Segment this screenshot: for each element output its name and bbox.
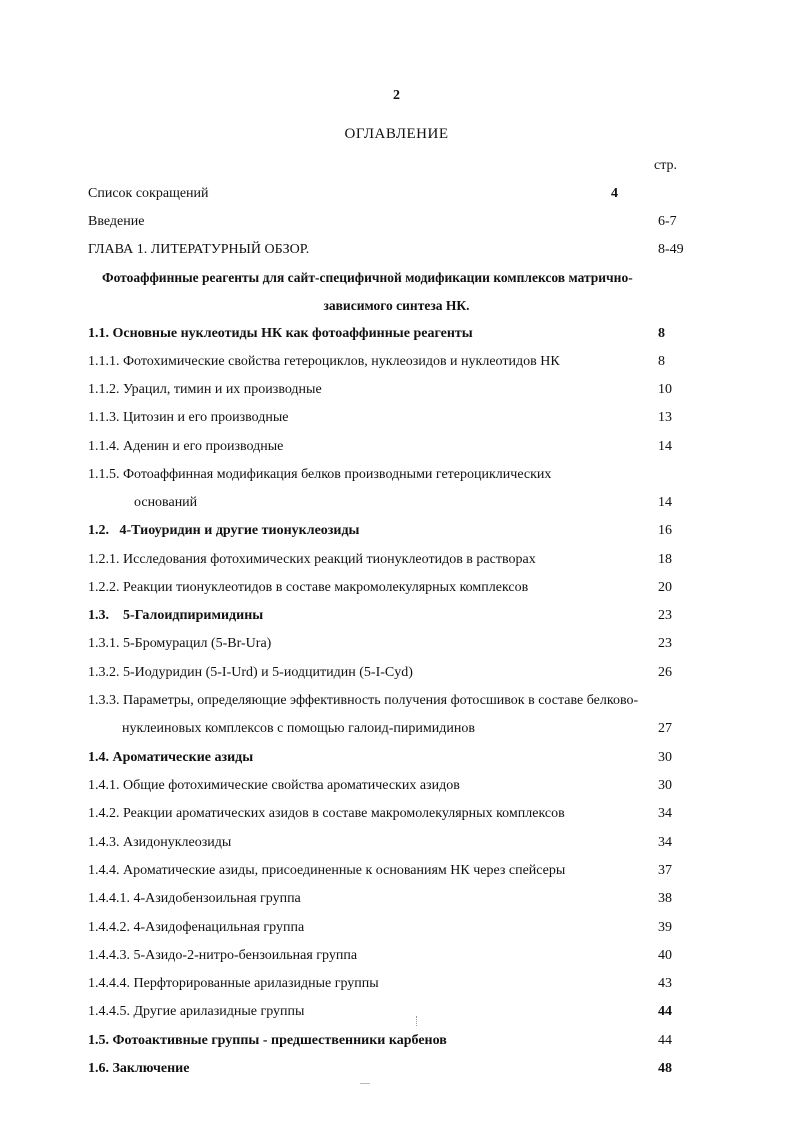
toc-entry-continuation: нуклеиновых комплексов с помощью галоид-пиримидинов bbox=[122, 721, 475, 736]
toc-page: 30 bbox=[658, 750, 672, 765]
toc-entry: 1.4.1. Общие фотохимические свойства ароматических азидов bbox=[88, 778, 460, 793]
toc-page: 48 bbox=[658, 1061, 672, 1076]
toc-entry: 1.1. Основные нуклеотиды НК как фотоаффинные реагенты bbox=[88, 326, 473, 341]
toc-entry: 1.1.2. Урацил, тимин и их производные bbox=[88, 382, 322, 397]
toc-page-abbreviations: 4 bbox=[611, 186, 618, 201]
toc-page: 8 bbox=[658, 354, 665, 369]
toc-entry: 1.4.2. Реакции ароматических азидов в составе макромолекулярных комплексов bbox=[88, 806, 565, 821]
toc-entry: 1.4.4. Ароматические азиды, присоединенные к основаниям НК через спейсеры bbox=[88, 863, 566, 878]
chapter-subtitle-line-1: Фотоаффинные реагенты для сайт-специфичной модификации комплексов матрично- bbox=[102, 270, 633, 285]
toc-page: 34 bbox=[658, 835, 672, 850]
toc-entry-chapter-1: ГЛАВА 1. ЛИТЕРАТУРНЫЙ ОБЗОР. bbox=[88, 242, 310, 257]
toc-page: 37 bbox=[658, 863, 672, 878]
toc-page: 26 bbox=[658, 665, 672, 680]
toc-title: ОГЛАВЛЕНИЕ bbox=[344, 126, 449, 142]
scan-speck bbox=[360, 1083, 370, 1084]
toc-page: 20 bbox=[658, 580, 672, 595]
toc-page: 14 bbox=[658, 495, 672, 510]
toc-entry: 1.2.1. Исследования фотохимических реакций тионуклеотидов в растворах bbox=[88, 552, 536, 567]
toc-page: 10 bbox=[658, 382, 672, 397]
toc-entry: 1.2.2. Реакции тионуклеотидов в составе макромолекулярных комплексов bbox=[88, 580, 529, 595]
toc-page: 34 bbox=[658, 806, 672, 821]
page-number: 2 bbox=[393, 88, 400, 103]
chapter-subtitle-line-2: зависимого синтеза НК. bbox=[323, 298, 470, 313]
toc-entry-introduction: Введение bbox=[88, 214, 145, 229]
toc-page-introduction: 6-7 bbox=[658, 214, 677, 229]
toc-entry: 1.2. 4-Тиоуридин и другие тионуклеозиды bbox=[88, 523, 360, 538]
toc-page: 44 bbox=[658, 1033, 672, 1048]
toc-page: 23 bbox=[658, 636, 672, 651]
toc-page: 16 bbox=[658, 523, 672, 538]
toc-entry: 1.3.2. 5-Иодуридин (5-I-Urd) и 5-иодцитидин (5-I-Cyd) bbox=[88, 665, 413, 680]
toc-page: 18 bbox=[658, 552, 672, 567]
toc-page: 39 bbox=[658, 920, 672, 935]
toc-entry: 1.1.1. Фотохимические свойства гетероциклов, нуклеозидов и нуклеотидов НК bbox=[88, 354, 560, 369]
toc-entry: 1.1.4. Аденин и его производные bbox=[88, 439, 284, 454]
toc-page: 38 bbox=[658, 891, 672, 906]
toc-page: 40 bbox=[658, 948, 672, 963]
toc-entry: 1.4.3. Азидонуклеозиды bbox=[88, 835, 232, 850]
toc-entry: 1.4.4.1. 4-Азидобензоильная группа bbox=[88, 891, 301, 906]
page-column-header: стр. bbox=[654, 158, 678, 173]
toc-page: 8 bbox=[658, 326, 665, 341]
toc-entry: 1.1.3. Цитозин и его производные bbox=[88, 410, 289, 425]
toc-entry: 1.6. Заключение bbox=[88, 1061, 190, 1076]
toc-entry: 1.3.1. 5-Бромурацил (5-Br-Ura) bbox=[88, 636, 272, 651]
toc-page: 27 bbox=[658, 721, 672, 736]
toc-page-chapter-1: 8-49 bbox=[658, 242, 684, 257]
toc-entry: 1.4.4.3. 5-Азидо-2-нитро-бензоильная группа bbox=[88, 948, 358, 963]
toc-page: 30 bbox=[658, 778, 672, 793]
toc-page: 14 bbox=[658, 439, 672, 454]
toc-entry: 1.4. Ароматические азиды bbox=[88, 750, 254, 765]
toc-entry: 1.3. 5-Галоидпиримидины bbox=[88, 608, 264, 623]
toc-entry: 1.5. Фотоактивные группы - предшественники карбенов bbox=[88, 1033, 447, 1048]
toc-page: 44 bbox=[658, 1004, 672, 1019]
toc-page: 43 bbox=[658, 976, 672, 991]
toc-entry: 1.1.5. Фотоаффинная модификация белков производными гетероциклических bbox=[88, 467, 552, 482]
toc-entry: 1.3.3. Параметры, определяющие эффективность получения фотосшивок в составе белково- bbox=[88, 693, 639, 708]
toc-page: 13 bbox=[658, 410, 672, 425]
toc-entry: 1.4.4.4. Перфторированные арилазидные группы bbox=[88, 976, 379, 991]
toc-entry-continuation: оснований bbox=[134, 495, 198, 510]
toc-entry: 1.4.4.5. Другие арилазидные группы bbox=[88, 1004, 305, 1019]
toc-page: 23 bbox=[658, 608, 672, 623]
scan-speck bbox=[416, 1016, 418, 1026]
toc-entry: 1.4.4.2. 4-Азидофенацильная группа bbox=[88, 920, 305, 935]
toc-entry-abbreviations: Список сокращений bbox=[88, 186, 209, 201]
